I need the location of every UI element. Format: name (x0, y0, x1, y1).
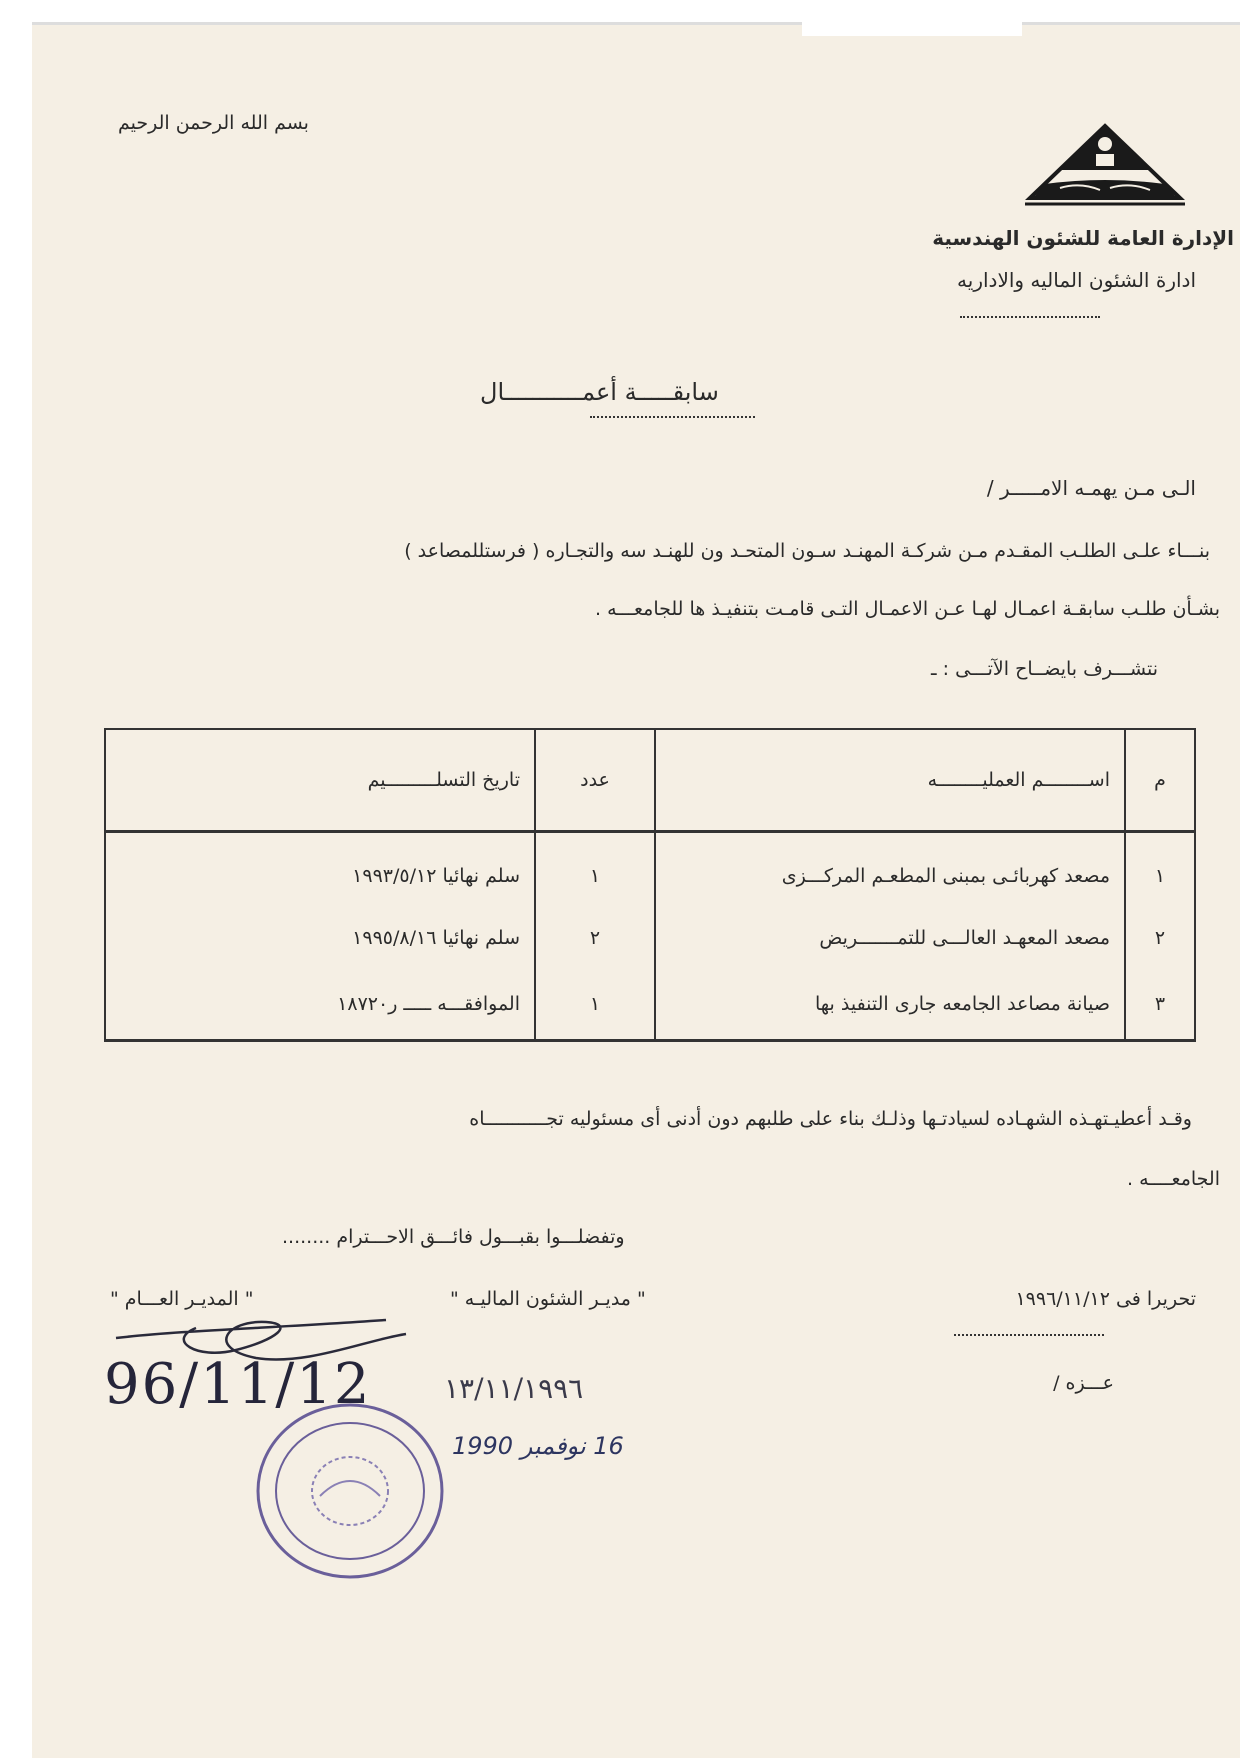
table-header-row (105, 729, 1195, 832)
financial-manager-label: " مديـر الشئون الماليـه " (450, 1288, 646, 1310)
financial-handwritten-date: ١٣/١١/١٩٩٦ (444, 1372, 584, 1405)
column-header-name: اســــــــم العمليــــــــه (655, 729, 1125, 832)
manager-handwritten-date: 96/11/12 (104, 1352, 372, 1417)
cell-count: ١ (535, 969, 655, 1041)
cell-count: ١ (535, 832, 655, 908)
cell-index: ٣ (1125, 969, 1195, 1041)
column-header-delivery-date: تاريخ التسلـــــــــيم (105, 729, 535, 832)
addressee: الـى مـن يهمـه الامـــــر / (986, 476, 1196, 500)
column-header-index: م (1125, 729, 1195, 832)
cell-delivery-date: الموافقـــه ـــــ ر١٨٧٢٠ (105, 969, 535, 1041)
department-sub: ادارة الشئون الماليه والاداريه (957, 268, 1196, 292)
cell-name: مصعد كهربائـى بمبنى المطعـم المركـــزى (655, 832, 1125, 908)
table-row (105, 969, 1195, 1041)
pyramid-logo-icon (1000, 118, 1210, 218)
closing-line: الجامعــــه . (1127, 1168, 1220, 1190)
department-general: الإدارة العامة للشئون الهندسية (932, 226, 1234, 250)
column-header-count: عدد (535, 729, 655, 832)
page-title: سابقـــــة أعمـــــــــــال (480, 378, 719, 406)
table-row (105, 832, 1195, 908)
table-row (105, 907, 1195, 969)
closing-line: وقـد أعطيـتهـذه الشهـاده لسيادتـها وذلـك بناء على طلبهم دون أدنى أى مسئوليه تجـــــــــــاه (469, 1108, 1192, 1130)
stamp-handwritten-note: 16 نوفمبر 1990 (452, 1432, 624, 1460)
issue-date: تحريرا فى ١٩٩٦/١١/١٢ (1015, 1288, 1196, 1310)
divider (954, 1334, 1104, 1336)
basmala: بسم الله الرحمن الرحيم (118, 112, 309, 134)
body-paragraph: بشـأن طلـب سابقـة اعمـال لهـا عـن الاعمـال التـى قامـت بتنفيـذ ها للجامعـــه . (595, 598, 1220, 620)
issuer-name: عـــزه / (1053, 1372, 1114, 1394)
cell-delivery-date: سلم نهائيا ١٩٩٥/٨/١٦ (105, 907, 535, 969)
cell-index: ٢ (1125, 907, 1195, 969)
cell-delivery-date: سلم نهائيا ١٩٩٣/٥/١٢ (105, 832, 535, 908)
regards-line: وتفضلـــوا بقبـــول فائـــق الاحـــترام ........ (282, 1226, 625, 1248)
body-paragraph: بنـــاء علـى الطلـب المقـدم مـن شركـة المهنـد سـون المتحـد ون للهنـد سه والتجـاره ( فرستللمصاعد ) (404, 540, 1210, 562)
divider (590, 416, 755, 418)
general-manager-label: " المديـر العـــام " (110, 1288, 254, 1310)
body-paragraph: نتشـــرف بايضــاح الآتـــى : ـ (931, 658, 1158, 680)
cell-name: صيانة مصاعد الجامعه جارى التنفيذ بها (655, 969, 1125, 1041)
official-stamp-icon (250, 1396, 450, 1586)
works-table (104, 728, 1196, 1042)
cell-index: ١ (1125, 832, 1195, 908)
cell-name: مصعد المعهـد العالـــى للتمـــــــريض (655, 907, 1125, 969)
divider (960, 316, 1100, 318)
cell-count: ٢ (535, 907, 655, 969)
